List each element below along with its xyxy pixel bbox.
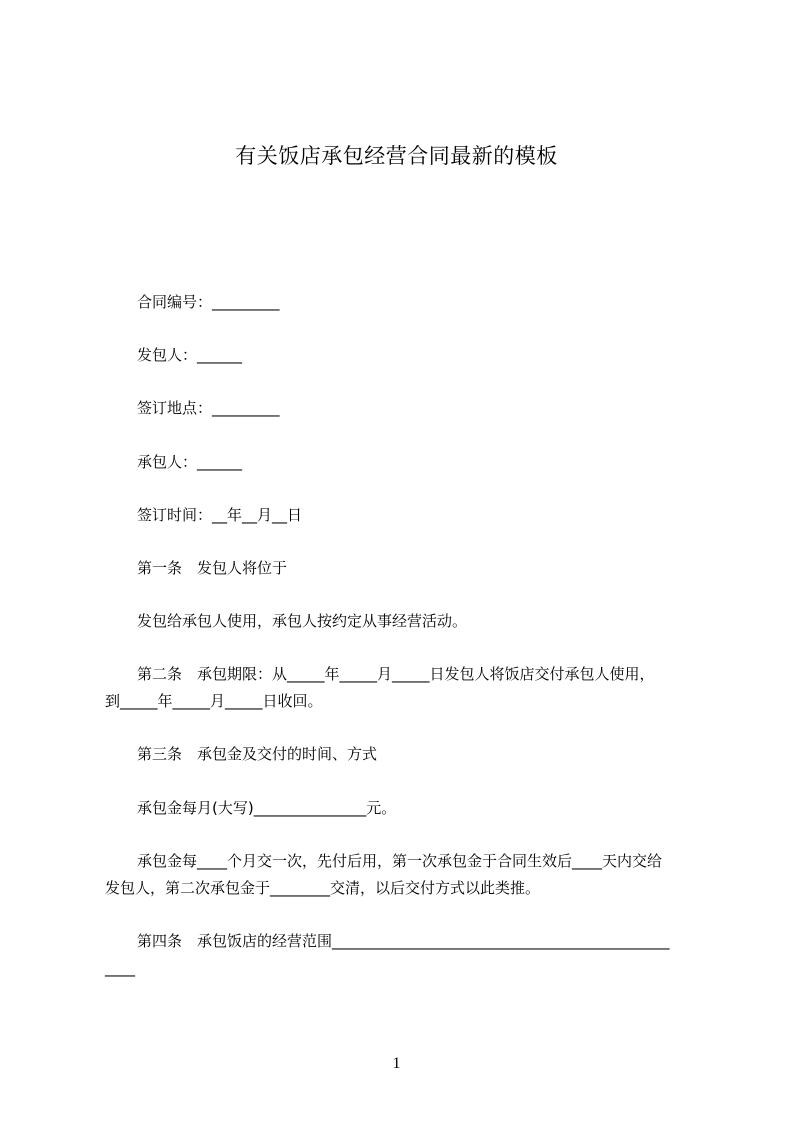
page-number: 1: [392, 1055, 401, 1072]
payment-terms-line: 承包金每____个月交一次，先付后用，第一次承包金于合同生效后____天内交给: [137, 852, 663, 870]
contract-number-line: 合同编号：_________: [137, 293, 280, 311]
monthly-fee-line: 承包金每月(大写)_______________元。: [137, 799, 397, 817]
employer-line: 发包人：______: [137, 346, 243, 364]
article-4-continuation: ____: [105, 959, 135, 977]
signing-date-line: 签订时间：__年__月__日: [137, 506, 303, 524]
document-title: 有关饭店承包经营合同最新的模板: [235, 144, 558, 168]
article-3-heading: 第三条 承包金及交付的时间、方式: [137, 745, 378, 763]
article-1-continuation: 发包给承包人使用，承包人按约定从事经营活动。: [137, 612, 468, 630]
article-1-line: 第一条 发包人将位于: [137, 559, 288, 577]
article-2-line: 第二条 承包期限：从_____年_____月_____日发包人将饭店交付承包人使用，: [137, 665, 655, 683]
payment-terms-continuation: 发包人，第二次承包金于________交清，以后交付方式以此类推。: [105, 879, 541, 897]
signing-place-line: 签订地点：_________: [137, 399, 280, 417]
article-2-continuation: 到_____年_____月_____日收回。: [105, 692, 323, 710]
contractor-line: 承包人：______: [137, 453, 243, 471]
article-4-line: 第四条 承包饭店的经营范围_____________________________________________: [137, 932, 670, 950]
